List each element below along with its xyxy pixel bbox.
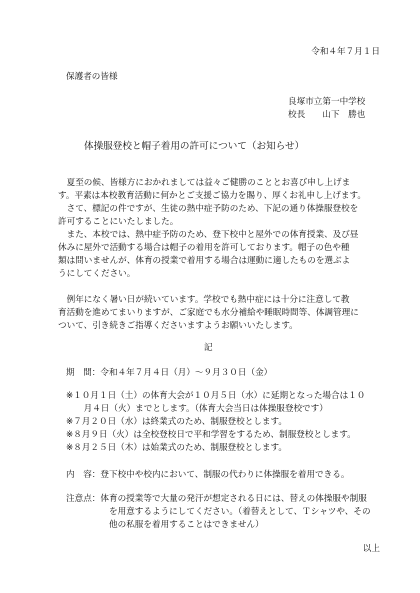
body-line: 休みに屋外で活動する場合は帽子の着用を許可しております。帽子の色や種 bbox=[58, 243, 350, 253]
closing-ijou: 以上 bbox=[362, 544, 380, 554]
note-item: ※１０月１日（土）の体育大会が１０月５日（水）に延期となった場合は１０ bbox=[66, 391, 366, 401]
body-line: また、本校では、熱中症予防のため、登下校中と屋外での体育授業、及び昼 bbox=[58, 230, 359, 240]
note-item: ※８月２５日（木）は始業式のため、制服登校とします。 bbox=[66, 443, 288, 453]
caution-block bbox=[66, 493, 371, 532]
body-paragraph-2 bbox=[58, 229, 383, 281]
body-line: 許可することにいたしました。 bbox=[58, 217, 179, 227]
body-line: 夏至の候、皆様方におかれましては益々ご健勝のこととお喜び申し上げま bbox=[58, 178, 351, 188]
note-item-continuation: 月４日（火）までとします。（体育大会当日は体操服登校です） bbox=[75, 404, 328, 414]
sender-principal: 校長 山下 勝也 bbox=[288, 110, 366, 120]
period-line: 期 間：令和４年７月４日（月）～９月３０日（金） bbox=[66, 368, 273, 378]
body-line: うにしてください。 bbox=[58, 269, 136, 279]
content-line: 内 容：登下校中や校内において、制服の代わりに体操服を着用できる。 bbox=[66, 470, 350, 480]
body-paragraph-1 bbox=[58, 177, 383, 229]
body-paragraph-3 bbox=[58, 294, 383, 333]
issue-date: 令和４年７月１日 bbox=[311, 47, 380, 57]
body-line: 類は問いませんが、体育の授業で着用する場合は運動に適したものを選ぶよ bbox=[58, 256, 351, 266]
body-line: 育活動を進めてまいりますが、ご家庭でも水分補給や睡眠時間等、体調管理に bbox=[58, 308, 359, 318]
body-line: 例年になく暑い日が続いています。学校でも熱中症には十分に注意して教 bbox=[58, 295, 350, 305]
body-line: す。平素は本校教育活動に何かとご支援ご協力を賜り、厚くお礼申し上げます。 bbox=[58, 191, 367, 201]
note-item: ※７月２０日（水）は終業式のため、制服登校とします。 bbox=[66, 417, 288, 427]
note-item: ※８月９日（火）は全校登校日で平和学習をするため、制服登校とします。 bbox=[66, 430, 356, 440]
page-title: 体操服登校と帽子着用の許可について（お知らせ） bbox=[84, 141, 305, 152]
body-line: さて、標記の件ですが、生徒の熱中症予防のため、下記の通り体操服登校を bbox=[58, 204, 359, 214]
caution-line: 注意点：体育の授業等で大量の発汗が想定される日には、替えの体操服や制服 bbox=[66, 494, 367, 504]
notes-list bbox=[66, 390, 365, 455]
recipient: 保護者の皆様 bbox=[66, 72, 118, 82]
body-line: ついて、引き続きご指導くださいますようお願いいたします。 bbox=[58, 321, 298, 331]
sender-school: 良塚市立第一中学校 bbox=[288, 97, 366, 107]
caution-line: 他の私服を着用することはできません） bbox=[109, 520, 264, 530]
ki-heading: 記 bbox=[204, 343, 213, 353]
caution-line: を用意するようにしてください。（着替えとして、Ｔシャツや、その bbox=[109, 507, 371, 517]
